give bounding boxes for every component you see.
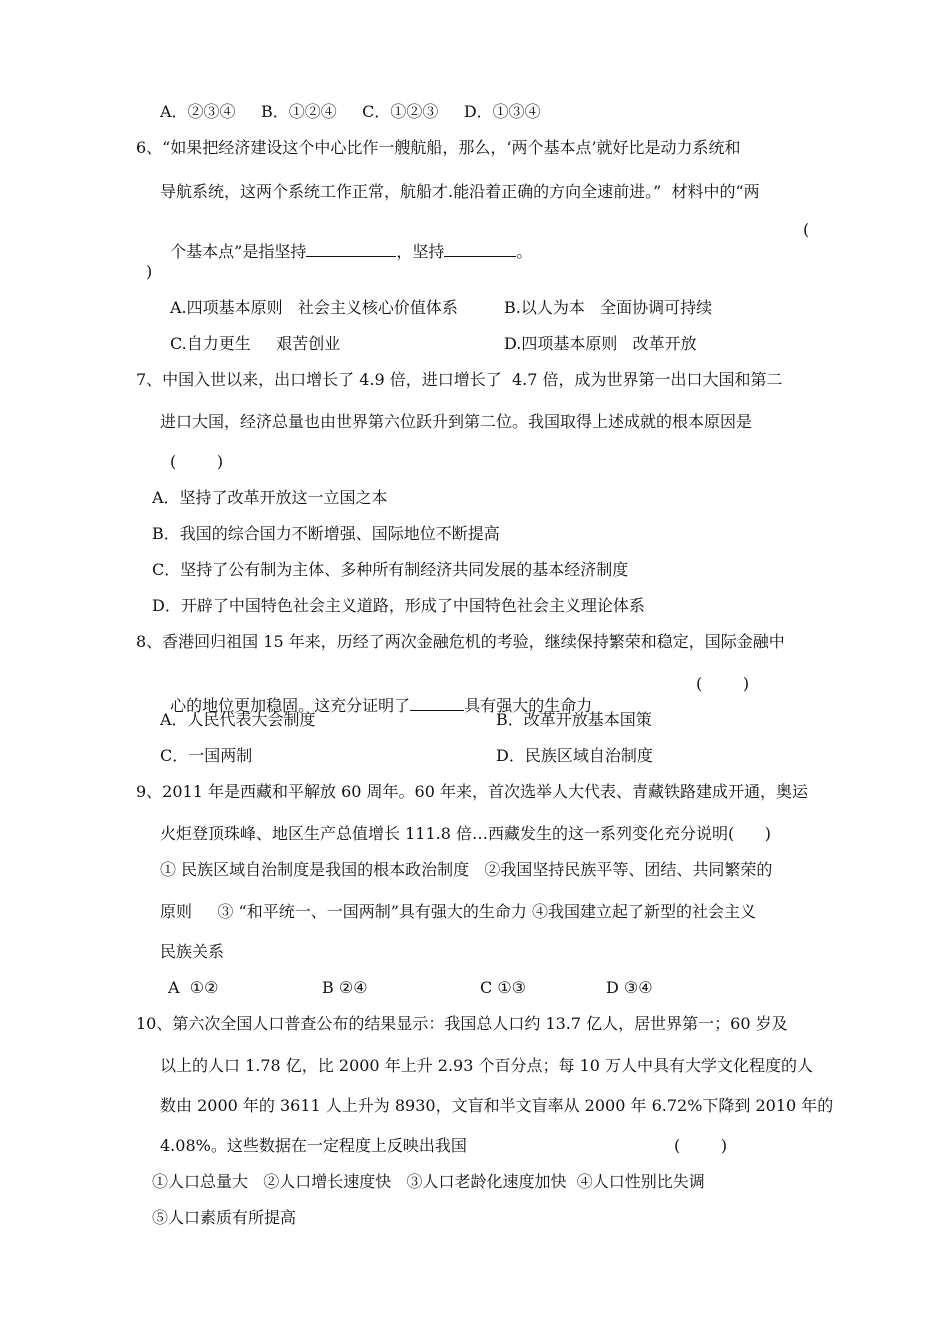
q7-answer-paren: ( ) [170, 452, 224, 471]
q6-option-d: D.四项基本原则 改革开放 [504, 334, 697, 353]
q6-option-b: B.以人为本 全面协调可持续 [504, 298, 713, 317]
q8-option-b: B．改革开放基本国策 [496, 710, 652, 729]
q9-statement-line3: 民族关系 [160, 942, 225, 961]
q9-option-b: B ②④ [322, 978, 368, 997]
q9-statement-line1: ① 民族区域自治制度是我国的根本政治制度 ②我国坚持民族平等、团结、共同繁荣的 [160, 860, 773, 879]
q6-text-part1: 个基本点”是指坚持 [170, 242, 307, 261]
q8-option-d: D．民族区域自治制度 [496, 746, 653, 765]
q9-stem-line1: 9、2011 年是西藏和平解放 60 周年。60 年来，首次选举人大代表、青藏铁路建成开通，奥运 [136, 782, 808, 801]
q7-stem-line2: 进口大国，经济总量也由世界第六位跃升到第二位。我国取得上述成就的根本原因是 [160, 412, 753, 431]
q8-answer-paren: ( ) [696, 674, 750, 693]
q6-blank-2[interactable] [444, 240, 516, 257]
q6-text-part2: ，坚持 [396, 242, 445, 261]
q6-answer-paren-open: ( [803, 220, 810, 239]
q6-stem-line1: 6、“如果把经济建设这个中心比作一艘航船，那么，‘两个基本点’就好比是动力系统和 [136, 138, 741, 157]
q6-option-c: C.自力更生 艰苦创业 [170, 334, 341, 353]
q6-stem-line3 [160, 220, 533, 261]
q6-text-part3: 。 [516, 242, 533, 261]
q9-option-d: D ③④ [606, 978, 653, 997]
q8-text-part1: 心的地位更加稳固。这充分证明了 [170, 696, 411, 715]
q7-option-a: A．坚持了改革开放这一立国之本 [152, 488, 388, 507]
q10-stem-line2: 以上的人口 1.78 亿，比 2000 年上升 2.93 个百分点；每 10 万人中具有大学文化程度的人 [160, 1056, 814, 1075]
q8-blank[interactable] [410, 694, 464, 711]
q10-stem-line4: 4.08%。这些数据在一定程度上反映出我国 [160, 1136, 467, 1155]
q9-statement-line2: 原则 ③ “和平统一、一国两制”具有强大的生命力 ④我国建立起了新型的社会主义 [160, 902, 756, 921]
q6-option-a: A.四项基本原则 社会主义核心价值体系 [170, 298, 458, 317]
q10-statements-line2: ⑤人口素质有所提高 [152, 1208, 297, 1227]
q8-text-part2: 具有强大的生命力 [464, 696, 593, 715]
q7-option-b: B．我国的综合国力不断增强、国际地位不断提高 [152, 524, 500, 543]
q8-option-c: C．一国两制 [160, 746, 253, 765]
q8-stem-line2 [160, 674, 593, 715]
q6-blank-1[interactable] [306, 240, 396, 257]
q10-answer-paren: ( ) [674, 1136, 728, 1155]
q9-stem-line2: 火炬登顶珠峰、地区生产总值增长 111.8 倍…西藏发生的这一系列变化充分说明( ) [160, 824, 771, 843]
q6-answer-paren-close: ) [146, 262, 153, 281]
q8-stem-line1: 8、香港回归祖国 15 年来，历经了两次金融危机的考验，继续保持繁荣和稳定，国际金融中 [136, 632, 785, 651]
q9-option-a: A ①② [168, 978, 219, 997]
q8-option-a: A．人民代表大会制度 [160, 710, 316, 729]
q10-statements-line1: ①人口总量大 ②人口增长速度快 ③人口老龄化速度加快 ④人口性别比失调 [152, 1172, 705, 1191]
q5-options: A．②③④ B．①②④ C．①②③ D．①③④ [160, 102, 541, 121]
q6-stem-line2: 导航系统，这两个系统工作正常，航船才.能沿着正确的方向全速前进。” 材料中的“两 [160, 182, 760, 201]
q7-option-d: D．开辟了中国特色社会主义道路，形成了中国特色社会主义理论体系 [152, 596, 645, 615]
q10-stem-line1: 10、第六次全国人口普查公布的结果显示：我国总人口约 13.7 亿人，居世界第一；60 岁及 [136, 1014, 788, 1033]
q7-stem-line1: 7、中国入世以来，出口增长了 4.9 倍，进口增长了 4.7 倍，成为世界第一出口大国和第二 [136, 370, 783, 389]
q10-stem-line3: 数由 2000 年的 3611 人上升为 8930，文盲和半文盲率从 2000 年 6.72%下降到 2010 年的 [160, 1096, 834, 1115]
q7-option-c: C．坚持了公有制为主体、多种所有制经济共同发展的基本经济制度 [152, 560, 629, 579]
q9-option-c: C ①③ [480, 978, 527, 997]
